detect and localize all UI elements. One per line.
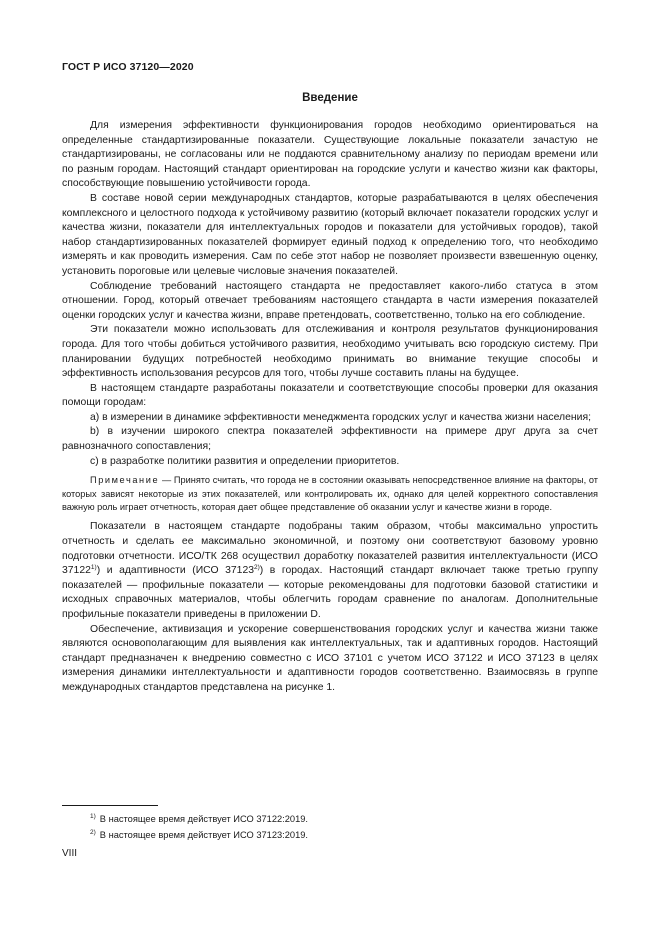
- note-dash: —: [159, 475, 174, 486]
- list-item-b: b) в изучении широкого спектра показателей эффективности на примере друг друга за счет равнозначного сопоставления;: [62, 426, 598, 453]
- paragraph: Для измерения эффективности функционирования городов необходимо ориентироваться на определенные стандартизированные показатели. Существующие локальные показатели зачастую не стандартизированы, не согласованы или не поддаются сравнительному анализу по периодам времени или по разным городам. Настоящий стандарт ориентирован на городские услуги и качество жизни как факторы, способствующие повышению устойчивости города.: [62, 120, 598, 190]
- footnote: [90, 827, 308, 843]
- paragraph: В настоящем стандарте разработаны показатели и соответствующие способы проверки для оказания помощи городам:: [62, 382, 598, 409]
- note: [62, 474, 598, 514]
- body-text: [62, 119, 598, 696]
- footnote-text: В настоящее время действует ИСО 37123:2019.: [99, 830, 309, 840]
- paragraph: В составе новой серии международных стандартов, которые разрабатываются в целях обеспечения комплексного и целостного подхода к устойчивому развитию (который включает показатели городских услуг и качества жизни, показатели для интеллектуальных городов и показатели для устойчивых городов), такой набор стандартизированных показателей формирует единый подход к определению того, что необходимо измерять и как проводить измерения. Сам по себе этот набор не позволяет произвести взвешенную оценку, установить пороговые или целевые числовые значения показателей.: [62, 192, 598, 277]
- note-label: Примечание: [90, 475, 160, 486]
- paragraph: Обеспечение, активизация и ускорение совершенствования городских услуг и качества жизни также являются основополагающим для выявления как интеллектуальных, так и адаптивных городов. Настоящий стандарт предназначен к внедрению совместно с ИСО 37101 с учетом ИСО 37122 и ИСО 37123 в целях измерения динамики интеллектуальности и адаптивности городов соответственно. Взаимосвязь в группе международных стандартов представлена на рисунке 1.: [62, 623, 598, 693]
- paragraph: [62, 520, 598, 622]
- list-item-a: a) в измерении в динамике эффективности менеджмента городских услуг и качества жизни населения;: [90, 411, 591, 423]
- section-title: Введение: [302, 92, 358, 104]
- footnote-divider: [62, 805, 158, 806]
- paragraph: Соблюдение требований настоящего стандарта не предоставляет какого-либо статуса в этом отношении. Город, который отвечает требованиям настоящего стандарта в части измерения показателей оценки городских услуг и качества жизни, вправе претендовать, соответственно, только на его соблюдение.: [62, 280, 598, 321]
- document-header: ГОСТ Р ИСО 37120—2020: [62, 61, 194, 73]
- paragraph-segment: Показатели в настоящем стандарте подобраны таким образом, чтобы максимально упростить отчетность и сделать ее максимально экономичной, и поэтому они соответствуют базовому уровню подготовки отчетности. ИСО/ТК 268 осуществил доработку показателей развития интеллектуальности (ИСО 37122: [62, 521, 598, 577]
- footnote: [90, 811, 308, 827]
- paragraph-segment: ) в городах. Настоящий стандарт включает также третью группу показателей — профильные показатели — которые рекомендованы для подготовки базовой статистики и исходных справочных материалов, чтобы облегчить городам сравнение по аналогам. Дополнительные профильные показатели приведены в приложении D.: [62, 565, 598, 621]
- paragraph: Эти показатели можно использовать для отслеживания и контроля результатов функционирования города. Для того чтобы добиться устойчивого развития, необходимо учитывать всю городскую систему. При планировании будущих потребностей необходимо принимать во внимание текущие способы и эффективность использования ресурсов для того, чтобы лучше составить планы на будущее.: [62, 324, 598, 380]
- note-text: Принято считать, что города не в состоянии оказывать непосредственное влияние на факторы, от которых зависят некоторые из этих показателей, или контролировать их, однако для целей корректного сопоставления важную роль играет отчетность, которая дает общее представление об оказании услуг и качестве жизни в городе.: [62, 475, 598, 513]
- footnote-number: 2): [90, 829, 96, 836]
- footnote-text: В настоящее время действует ИСО 37122:2019.: [99, 814, 309, 824]
- footnote-number: 1): [90, 813, 96, 820]
- page-number: VIII: [62, 848, 78, 859]
- footnote-ref-1: 1): [90, 564, 97, 572]
- footnote-ref-2: 2): [254, 564, 260, 572]
- paragraph-segment: ) и адаптивности (ИСО 37123: [96, 565, 254, 577]
- footnotes: [90, 811, 308, 843]
- list-item-c: c) в разработке политики развития и определении приоритетов.: [90, 455, 400, 467]
